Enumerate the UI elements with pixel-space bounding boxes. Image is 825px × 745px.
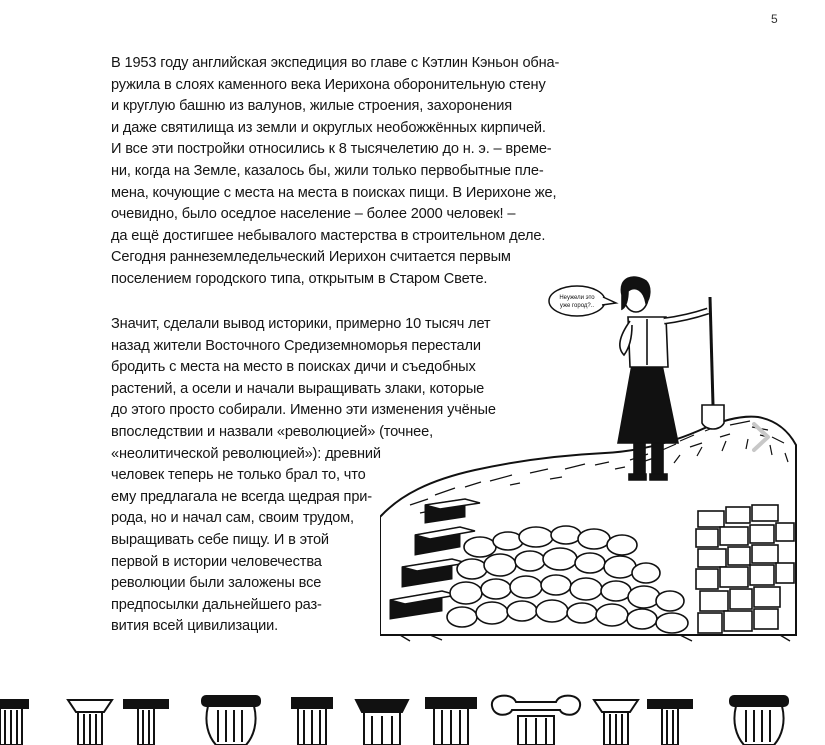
text-line: «неолитической революцией»): древний: [111, 445, 381, 462]
text-line: назад жители Восточного Средиземноморья перестали: [111, 337, 481, 354]
text-line: предпосылки дальнейшего раз-: [111, 596, 322, 613]
column-capital-icon: [0, 692, 825, 745]
speech-bubble-line-2: уже город?..: [559, 303, 595, 309]
text-line: Сегодня раннеземледельческий Иерихон считается первым: [111, 249, 511, 266]
speech-bubble: [549, 286, 616, 316]
excavation-illustration: [380, 255, 800, 685]
text-line: очевидно, было оседлое население – более 2000 человек! –: [111, 206, 516, 223]
text-line: и круглую башню из валунов, жилые строения, захоронения: [111, 98, 512, 115]
chevron-right-icon: [748, 420, 774, 454]
column-capitals-border: [0, 692, 825, 745]
text-line: революции были заложены все: [111, 575, 322, 592]
text-line: рода, но и начал сам, своим трудом,: [111, 510, 354, 527]
page-number: 5: [771, 12, 778, 26]
text-line: И все эти постройки относились к 8 тысячелетию до н. э. – време-: [111, 141, 552, 158]
excavation-drawing: [380, 255, 800, 685]
speech-bubble-line-1: Неужели это: [559, 295, 595, 301]
text-line: вития всей цивилизации.: [111, 618, 279, 635]
text-line: бродить с места на место в поисках дичи и съедобных: [111, 359, 476, 376]
text-line: В 1953 году английская экспедиция во главе с Кэтлин Кэньон обна-: [111, 55, 560, 71]
text-line: человек теперь не только брал то, что: [111, 467, 366, 484]
text-line: впоследствии и назвали «революцией» (точнее,: [111, 423, 433, 440]
text-line: ружила в слоях каменного века Иерихона оборонительную стену: [111, 76, 546, 93]
text-line: Значит, сделали вывод историки, примерно 10 тысяч лет: [111, 316, 491, 332]
text-line: до этого просто собирали. Именно эти изменения учёные: [111, 402, 496, 419]
text-line: ему предлагала не всегда щедрая при-: [111, 488, 372, 505]
text-line: выращивать себе пищу. И в этой: [111, 531, 329, 548]
text-line: и даже святилища из земли и округлых необожжённых кирпичей.: [111, 119, 546, 136]
text-line: поселением городского типа, открытым в Старом Свете.: [111, 270, 488, 287]
text-line: мена, кочующие с места на места в поисках пищи. В Иерихоне же,: [111, 184, 557, 201]
next-page-button[interactable]: [748, 420, 774, 454]
text-line: да ещё достигшее небывалого мастерства в строительном деле.: [111, 227, 546, 244]
text-line: первой в истории человечества: [111, 553, 322, 570]
text-line: ни, когда на Земле, казалось бы, жили только первобытные пле-: [111, 162, 544, 179]
text-line: растений, а осели и начали выращивать злаки, которые: [111, 380, 485, 397]
